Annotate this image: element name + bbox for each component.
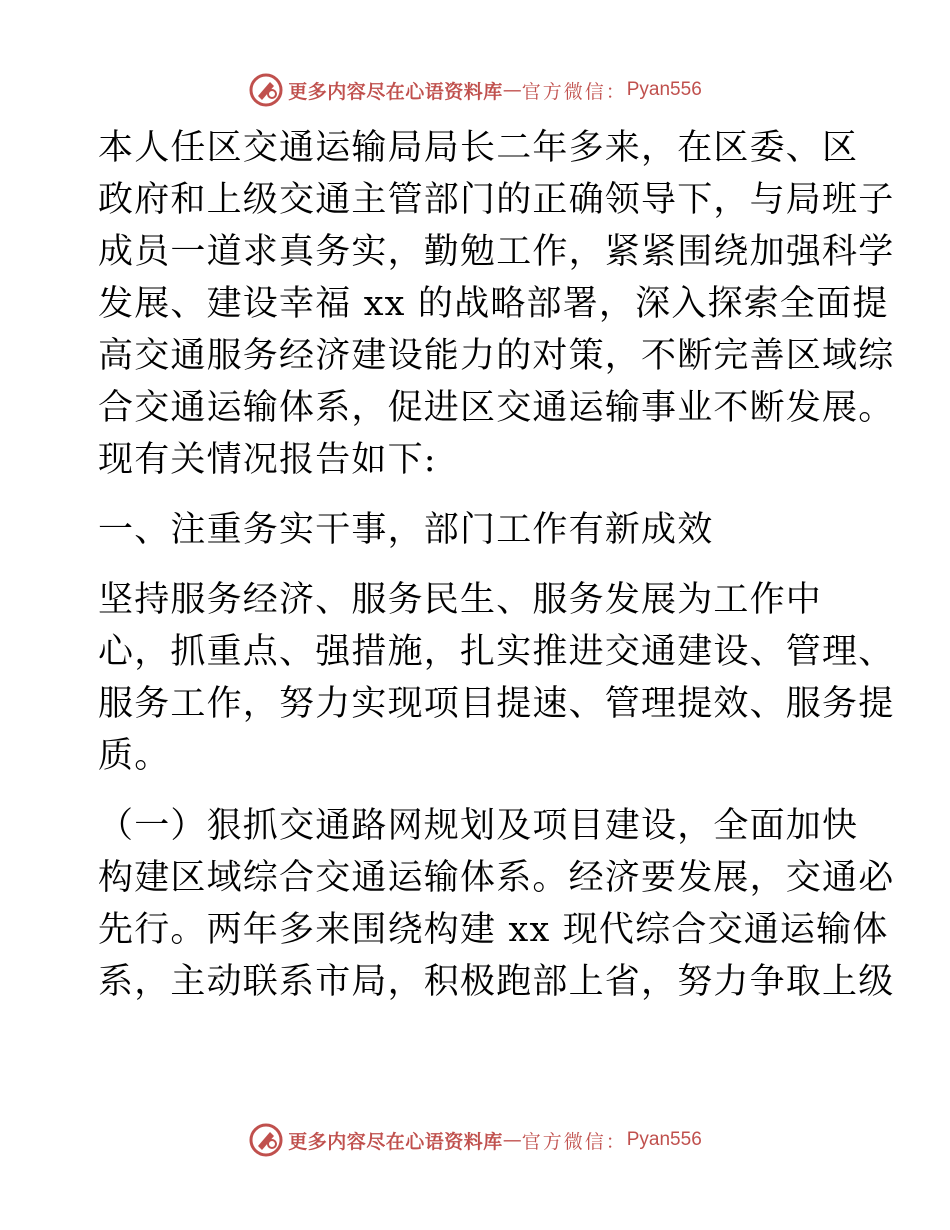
watermark-account: Pyan556 [626,1129,702,1150]
text-line: 本人任区交通运输局局长二年多来，在区委、区 [98,128,859,168]
watermark-separator: — [502,79,522,101]
watermark-account: Pyan556 [626,79,702,100]
section-heading [98,504,850,556]
text-line: 先行。两年多来围绕构建 xx 现代综合交通运输体 [98,910,889,950]
text-line: 系，主动联系市局，积极跑部上省，努力争取上级 [98,962,895,1002]
heading-line: 一、注重务实干事，部门工作有新成效 [98,510,714,550]
paragraph-intro [98,122,895,486]
watermark-separator: — [502,1129,522,1151]
paragraph-body-1 [98,574,895,782]
text-line: 成员一道求真务实，勤勉工作，紧紧围绕加强科学 [98,232,895,272]
text-line: 现有关情况报告如下: [98,440,437,480]
watermark-brand: 更多内容尽在心语资料库 [288,1130,503,1153]
text-line: （一）狠抓交通路网规划及项目建设，全面加快 [98,806,859,846]
text-line: 坚持服务经济、服务民生、服务发展为工作中 [98,580,823,620]
text-line: 服务工作，努力实现项目提速、管理提效、服务提 [98,684,895,724]
text-line: 心，抓重点、强措施，扎实推进交通建设、管理、 [98,632,895,672]
text-line: 构建区域综合交通运输体系。经济要发展，交通必 [98,858,895,898]
text-line: 高交通服务经济建设能力的对策，不断完善区域综 [98,336,895,376]
watermark-official-label: 官方微信： [521,80,627,103]
text-line: 合交通运输体系，促进区交通运输事业不断发展。 [98,388,895,428]
brand-logo-icon [248,1122,284,1158]
text-line: 质。 [98,736,171,776]
footer-watermark [0,1120,950,1160]
watermark-brand: 更多内容尽在心语资料库 [288,80,503,103]
text-line: 政府和上级交通主管部门的正确领导下，与局班子 [98,180,895,220]
paragraph-body-2 [98,800,895,1008]
document-body [98,122,895,1008]
brand-logo-icon [248,72,284,108]
header-watermark [0,70,950,110]
watermark-official-label: 官方微信： [521,1130,627,1153]
text-line: 发展、建设幸福 xx 的战略部署，深入探索全面提 [98,284,889,324]
